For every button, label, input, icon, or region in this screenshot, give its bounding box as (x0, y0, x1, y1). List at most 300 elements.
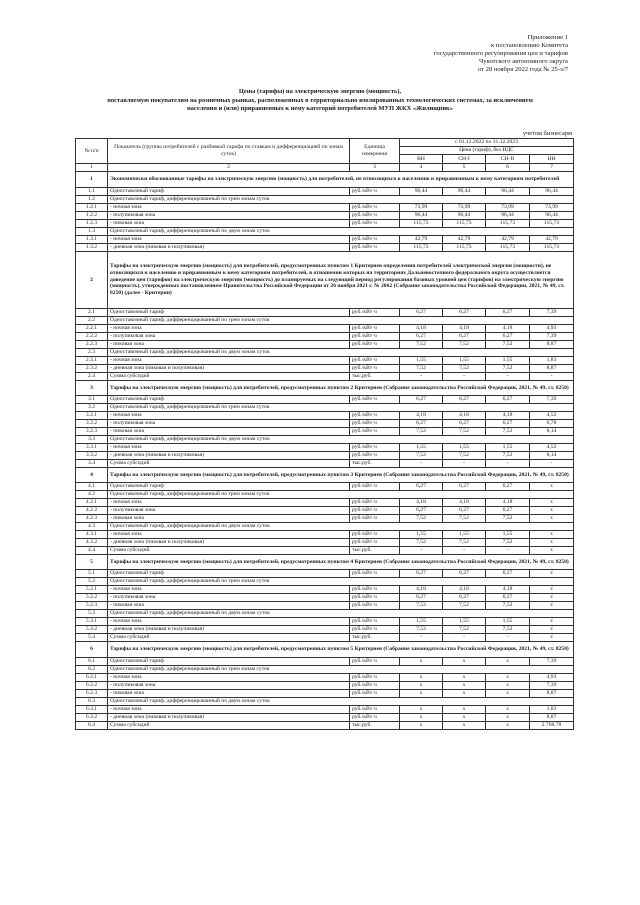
table-row (76, 515, 574, 523)
row-number: 6.3.1 (76, 706, 108, 714)
unit-cell: руб./кВт·ч (350, 531, 400, 539)
title-line: поставляемую покупателям на розничных рынках, расположенных в территориально изолированных технологических системах, за исключением (107, 96, 533, 104)
indicator-cell: - ночная зона (108, 706, 350, 714)
row-number: 4.3 (76, 523, 108, 531)
table-row (76, 236, 574, 244)
row-number: 1 (76, 172, 108, 188)
price-cell: 1,55 (400, 357, 443, 365)
price-cell: 1,55 (443, 531, 486, 539)
units-note: учетом бизнесарм (522, 130, 572, 137)
price-cell: 7,52 (443, 515, 486, 523)
unit-cell: руб./кВт·ч (350, 594, 400, 602)
row-number: 4.3.2 (76, 539, 108, 547)
unit-cell: руб./кВт·ч (350, 309, 400, 317)
price-cell: 115,73 (443, 244, 486, 252)
row-number: 2.2 (76, 317, 108, 325)
row-number: 4.2.3 (76, 515, 108, 523)
table-row (76, 412, 574, 420)
section-row (76, 172, 574, 188)
unit-cell: руб./кВт·ч (350, 357, 400, 365)
price-cell: 6,27 (443, 570, 486, 578)
row-number: 3.4 (76, 460, 108, 468)
price-cell: x (530, 547, 574, 555)
price-cell: 6,27 (486, 483, 530, 491)
price-cell: 115,73 (486, 220, 530, 228)
appendix-line: государственного регулирования цен и тарифов (433, 50, 568, 57)
row-number: 6.2.1 (76, 674, 108, 682)
price-cell: - (400, 547, 443, 555)
document-title (60, 88, 580, 114)
price-cell: 6,27 (443, 594, 486, 602)
price-cell: - (443, 373, 486, 381)
table-row (76, 547, 574, 555)
price-cell: 7,52 (400, 428, 443, 436)
price-cell: 96,44 (400, 212, 443, 220)
price-cell: 4,18 (400, 499, 443, 507)
price-cell: x (400, 682, 443, 690)
unit-cell: руб./кВт·ч (350, 539, 400, 547)
price-cell: 96,44 (530, 188, 574, 196)
tariff-table (75, 138, 574, 730)
price-cell: 6,27 (443, 333, 486, 341)
price-cell: x (486, 682, 530, 690)
unit-cell: руб./кВт·ч (350, 602, 400, 610)
price-cell: 6,27 (400, 570, 443, 578)
price-cell: 115,73 (443, 220, 486, 228)
table-row (76, 722, 574, 730)
table-row (76, 634, 574, 642)
unit-cell: тыс.руб. (350, 547, 400, 555)
price-cell: 6,27 (400, 333, 443, 341)
table-row (76, 531, 574, 539)
table-row (76, 570, 574, 578)
price-cell: 6,27 (486, 309, 530, 317)
price-cell: - (486, 460, 530, 468)
price-cell: 115,73 (400, 220, 443, 228)
price-cell: 7,52 (443, 602, 486, 610)
table-row (76, 220, 574, 228)
price-cell: 4,18 (486, 325, 530, 333)
price-cell: 6,27 (443, 396, 486, 404)
price-cell: 7,52 (443, 539, 486, 547)
unit-cell: руб./кВт·ч (350, 325, 400, 333)
price-cell: 7,52 (443, 428, 486, 436)
price-cell: x (530, 634, 574, 642)
indicator-cell: Сумма субсидий (108, 634, 350, 642)
price-cell: 1,55 (486, 618, 530, 626)
price-cell: x (530, 602, 574, 610)
price-cell: x (530, 618, 574, 626)
table-row (76, 428, 574, 436)
row-number: 2.2.1 (76, 325, 108, 333)
table-row (76, 682, 574, 690)
group-row (76, 436, 574, 444)
unit-cell: руб./кВт·ч (350, 365, 400, 373)
price-cell: 1,55 (443, 357, 486, 365)
table-row (76, 674, 574, 682)
price-cell: 1,55 (400, 531, 443, 539)
indicator-cell: - ночная зона (108, 586, 350, 594)
price-cell: x (486, 690, 530, 698)
price-cell: - (530, 460, 574, 468)
table-row (76, 420, 574, 428)
section-title: Тарифы на электрическую энергию (мощность) для потребителей, предусмотренных пунктом 4 Критериев (Собрание законодательства Российской Федерации, 2021, № 49, ст. 8250) (108, 555, 574, 570)
table-row (76, 244, 574, 252)
col-number: 7 (530, 164, 574, 172)
price-cell: 7,52 (486, 602, 530, 610)
price-cell: - (530, 373, 574, 381)
price-cell: 6,27 (443, 309, 486, 317)
row-number: 3 (76, 381, 108, 396)
unit-cell: руб./кВт·ч (350, 706, 400, 714)
price-cell: x (400, 690, 443, 698)
price-cell: 8,87 (530, 365, 574, 373)
indicator-cell: - пиковая зона (108, 341, 350, 349)
header-unit: Единица измерения (350, 139, 400, 164)
indicator-cell: Сумма субсидий (108, 373, 350, 381)
price-cell: 7,52 (400, 341, 443, 349)
col-number: 2 (108, 164, 350, 172)
unit-cell: руб./кВт·ч (350, 333, 400, 341)
price-cell: 115,73 (486, 244, 530, 252)
price-cell: - (400, 460, 443, 468)
indicator-cell: - полупиковая зона (108, 212, 350, 220)
price-cell: x (400, 674, 443, 682)
header-level-nn: НН (530, 155, 574, 164)
table-row (76, 714, 574, 722)
unit-cell: руб./кВт·ч (350, 499, 400, 507)
indicator-cell: - дневная зона (пиковая и полупиковая) (108, 539, 350, 547)
price-cell: 7,39 (530, 682, 574, 690)
price-cell: 6,27 (486, 507, 530, 515)
row-number: 5.2 (76, 578, 108, 586)
indicator-cell: - полупиковая зона (108, 682, 350, 690)
price-cell: 6,27 (443, 483, 486, 491)
group-title: Одноставочный тариф, дифференцированный по трем зонам суток (108, 404, 574, 412)
price-cell: x (530, 626, 574, 634)
price-cell: 4,18 (400, 412, 443, 420)
unit-cell: руб./кВт·ч (350, 515, 400, 523)
indicator-cell: Одноставочный тариф (108, 188, 350, 196)
price-cell: 96,44 (486, 188, 530, 196)
price-cell: x (530, 499, 574, 507)
indicator-cell: - пиковая зона (108, 515, 350, 523)
table-row (76, 444, 574, 452)
title-line: населения и (или) приравненных к нему категорий потребителей МУП ЖКХ «Жилищник» (187, 105, 453, 113)
group-row (76, 196, 574, 204)
row-number: 1.2.2 (76, 212, 108, 220)
unit-cell: тыс.руб. (350, 460, 400, 468)
price-cell: - (486, 373, 530, 381)
price-cell: 4,18 (443, 325, 486, 333)
table-row (76, 341, 574, 349)
row-number: 2.4 (76, 373, 108, 381)
row-number: 4.2 (76, 491, 108, 499)
row-number: 5.3.1 (76, 618, 108, 626)
unit-cell: тыс.руб. (350, 373, 400, 381)
price-cell: 96,44 (443, 188, 486, 196)
appendix-line: Приложение 1 (527, 34, 568, 41)
price-cell: 4,18 (400, 325, 443, 333)
group-title: Одноставочный тариф, дифференцированный по двум зонам суток (108, 698, 574, 706)
unit-cell: руб./кВт·ч (350, 690, 400, 698)
header-level-sn2: СН-II (486, 155, 530, 164)
price-cell: 7,52 (443, 341, 486, 349)
row-number: 6.2.3 (76, 690, 108, 698)
indicator-cell: Сумма субсидий (108, 722, 350, 730)
price-cell: 4,18 (486, 412, 530, 420)
indicator-cell: - полупиковая зона (108, 507, 350, 515)
price-cell: 7,52 (486, 341, 530, 349)
group-title: Одноставочный тариф, дифференцированный по трем зонам суток (108, 317, 574, 325)
price-cell: 4,18 (400, 586, 443, 594)
table-row (76, 452, 574, 460)
price-cell: 96,44 (443, 212, 486, 220)
row-number: 5.3.2 (76, 626, 108, 634)
group-title: Одноставочный тариф, дифференцированный по двум зонам суток (108, 436, 574, 444)
indicator-cell: - пиковая зона (108, 220, 350, 228)
price-cell: x (530, 594, 574, 602)
indicator-cell: - ночная зона (108, 531, 350, 539)
price-cell: 7,52 (443, 452, 486, 460)
indicator-cell: - пиковая зона (108, 690, 350, 698)
indicator-cell: - ночная зона (108, 412, 350, 420)
price-cell: x (530, 539, 574, 547)
price-cell: - (400, 634, 443, 642)
price-cell: x (400, 658, 443, 666)
price-cell: 6,27 (486, 420, 530, 428)
row-number: 4.2.1 (76, 499, 108, 507)
indicator-cell: - ночная зона (108, 499, 350, 507)
row-number: 6.4 (76, 722, 108, 730)
price-cell: x (400, 714, 443, 722)
table-row (76, 539, 574, 547)
price-cell: - (443, 460, 486, 468)
price-cell: 7,52 (400, 452, 443, 460)
indicator-cell: - ночная зона (108, 236, 350, 244)
indicator-cell: - ночная зона (108, 618, 350, 626)
price-cell: 7,52 (486, 626, 530, 634)
indicator-cell: - ночная зона (108, 204, 350, 212)
price-cell: 7,52 (443, 365, 486, 373)
row-number: 5.4 (76, 634, 108, 642)
group-title: Одноставочный тариф, дифференцированный по трем зонам суток (108, 196, 574, 204)
unit-cell: руб./кВт·ч (350, 444, 400, 452)
price-cell: x (443, 714, 486, 722)
group-title: Одноставочный тариф, дифференцированный по двум зонам суток (108, 610, 574, 618)
price-cell: 6,27 (443, 420, 486, 428)
indicator-cell: Одноставочный тариф (108, 658, 350, 666)
price-cell: 1,55 (400, 618, 443, 626)
row-number: 6 (76, 642, 108, 658)
price-cell: 6,27 (443, 507, 486, 515)
unit-cell: руб./кВт·ч (350, 236, 400, 244)
unit-cell: руб./кВт·ч (350, 714, 400, 722)
unit-cell: руб./кВт·ч (350, 420, 400, 428)
unit-cell: руб./кВт·ч (350, 586, 400, 594)
price-cell: 4,18 (443, 586, 486, 594)
price-cell: 1,55 (486, 444, 530, 452)
indicator-cell: - полупиковая зона (108, 333, 350, 341)
indicator-cell: Одноставочный тариф (108, 483, 350, 491)
group-row (76, 666, 574, 674)
price-cell: x (486, 714, 530, 722)
unit-cell: тыс.руб. (350, 634, 400, 642)
section-row (76, 252, 574, 309)
indicator-cell: Сумма субсидий (108, 460, 350, 468)
table-row (76, 396, 574, 404)
row-number: 1.3.2 (76, 244, 108, 252)
table-row (76, 483, 574, 491)
indicator-cell: - дневная зона (пиковая и полупиковая) (108, 244, 350, 252)
indicator-cell: - ночная зона (108, 674, 350, 682)
unit-cell: руб./кВт·ч (350, 396, 400, 404)
group-row (76, 404, 574, 412)
col-number: 5 (443, 164, 486, 172)
table-row (76, 499, 574, 507)
price-cell: - (443, 634, 486, 642)
price-cell: 7,52 (400, 626, 443, 634)
indicator-cell: - дневная зона (пиковая и полупиковая) (108, 452, 350, 460)
row-number: 5.2.1 (76, 586, 108, 594)
table-row (76, 204, 574, 212)
table-row (76, 357, 574, 365)
table-row (76, 507, 574, 515)
price-cell: 6,27 (486, 594, 530, 602)
price-cell: 7,52 (486, 452, 530, 460)
unit-cell: руб./кВт·ч (350, 570, 400, 578)
price-cell: 6,27 (486, 333, 530, 341)
price-cell: 4,18 (486, 586, 530, 594)
price-cell: 2 768,78 (530, 722, 574, 730)
price-cell: x (486, 722, 530, 730)
price-cell: 1,55 (400, 444, 443, 452)
section-row (76, 381, 574, 396)
unit-cell: руб./кВт·ч (350, 244, 400, 252)
row-number: 2.3.2 (76, 365, 108, 373)
group-row (76, 349, 574, 357)
indicator-cell: Сумма субсидий (108, 547, 350, 555)
price-cell: 7,52 (400, 539, 443, 547)
table-row (76, 365, 574, 373)
table-row (76, 212, 574, 220)
appendix-block (338, 34, 568, 74)
header-no: № п/п (76, 139, 108, 164)
header-level-vn: ВН (400, 155, 443, 164)
price-cell: 8,87 (530, 341, 574, 349)
price-cell: 6,27 (400, 594, 443, 602)
unit-cell: руб./кВт·ч (350, 452, 400, 460)
row-number: 2.1 (76, 309, 108, 317)
price-cell: x (400, 722, 443, 730)
price-cell: 7,52 (486, 428, 530, 436)
price-cell: 7,52 (486, 515, 530, 523)
unit-cell: руб./кВт·ч (350, 204, 400, 212)
price-cell: x (530, 570, 574, 578)
price-cell: 8,14 (530, 428, 574, 436)
price-cell: 96,44 (400, 188, 443, 196)
group-title: Одноставочный тариф, дифференцированный по трем зонам суток (108, 578, 574, 586)
row-number: 3.1 (76, 396, 108, 404)
price-cell: - (486, 547, 530, 555)
col-number: 1 (76, 164, 108, 172)
unit-cell: руб./кВт·ч (350, 618, 400, 626)
price-cell: 1,83 (530, 706, 574, 714)
group-row (76, 228, 574, 236)
price-cell: x (400, 706, 443, 714)
price-cell: 73,99 (486, 204, 530, 212)
price-cell: x (443, 706, 486, 714)
row-number: 2.3.1 (76, 357, 108, 365)
price-cell: 73,99 (530, 204, 574, 212)
group-row (76, 491, 574, 499)
table-row (76, 618, 574, 626)
row-number: 3.3 (76, 436, 108, 444)
col-number: 6 (486, 164, 530, 172)
section-title: Экономически обоснованные тарифы на электрическую энергию (мощность) для потребителей, не относящихся к населению и приравненным к нему категориям потребителей (108, 172, 574, 188)
price-cell: 6,27 (400, 483, 443, 491)
price-cell: 7,52 (486, 539, 530, 547)
price-cell: 8,87 (530, 690, 574, 698)
row-number: 6.3.2 (76, 714, 108, 722)
header-period: с 01.12.2022 по 31.12.2023 (400, 139, 574, 147)
group-row (76, 610, 574, 618)
indicator-cell: - дневная зона (пиковая и полупиковая) (108, 714, 350, 722)
price-cell: 6,27 (400, 507, 443, 515)
indicator-cell: - ночная зона (108, 325, 350, 333)
price-cell: x (443, 658, 486, 666)
section-title: Тарифы на электрическую энергию (мощность) для потребителей, предусмотренных пунктом 3 Критериев (Собрание законодательства Российской Федерации, 2021, № 49, ст. 8250) (108, 468, 574, 483)
unit-cell: руб./кВт·ч (350, 428, 400, 436)
row-number: 5.2.2 (76, 594, 108, 602)
section-row (76, 642, 574, 658)
price-cell: x (443, 682, 486, 690)
table-row (76, 188, 574, 196)
price-cell: 73,99 (443, 204, 486, 212)
unit-cell: руб./кВт·ч (350, 220, 400, 228)
price-cell: 115,73 (530, 220, 574, 228)
table-row (76, 626, 574, 634)
group-row (76, 578, 574, 586)
row-number: 3.2 (76, 404, 108, 412)
header-price-label: Цена (тариф), без НДС (400, 147, 574, 155)
unit-cell: руб./кВт·ч (350, 682, 400, 690)
indicator-cell: - ночная зона (108, 444, 350, 452)
row-number: 2.3 (76, 349, 108, 357)
indicator-cell: Одноставочный тариф (108, 570, 350, 578)
price-cell: x (443, 690, 486, 698)
price-cell: 73,99 (400, 204, 443, 212)
row-number: 6.2.2 (76, 682, 108, 690)
price-cell: 7,52 (486, 365, 530, 373)
row-number: 3.3.1 (76, 444, 108, 452)
appendix-line: Чукотского автономного округа (479, 58, 568, 65)
group-row (76, 523, 574, 531)
section-title: Тарифы на электрическую энергию (мощность) для потребителей, предусмотренных пунктом 1 Критериев определения потребителей электрической энергии (мощности), не относящихся к населению и приравненным к нему категориям потребителей, в отношении которых на территориях Дальневосточного федерального округа осуществляется доведение цен (тарифов) на электрическую энергию (мощность) до планируемых на следующий период регулирования базовых уровней цен (тарифов) на электрическую энергию (мощность), утвержденных постановлением Правительства Российской Федерации от 26 ноября 2021 г. № 2062 (Собрание законодательства Российской Федерации, 2021, № 49, ст. 8250) (далее - Критерии) (108, 252, 574, 309)
unit-cell: руб./кВт·ч (350, 412, 400, 420)
row-number: 2.2.2 (76, 333, 108, 341)
price-cell: 1,55 (486, 531, 530, 539)
row-number: 2 (76, 252, 108, 309)
row-number: 3.2.1 (76, 412, 108, 420)
row-number: 4.1 (76, 483, 108, 491)
row-number: 5 (76, 555, 108, 570)
group-title: Одноставочный тариф, дифференцированный по двум зонам суток (108, 349, 574, 357)
row-number: 6.2 (76, 666, 108, 674)
row-number: 3.2.2 (76, 420, 108, 428)
unit-cell: руб./кВт·ч (350, 212, 400, 220)
price-cell: 115,73 (530, 244, 574, 252)
